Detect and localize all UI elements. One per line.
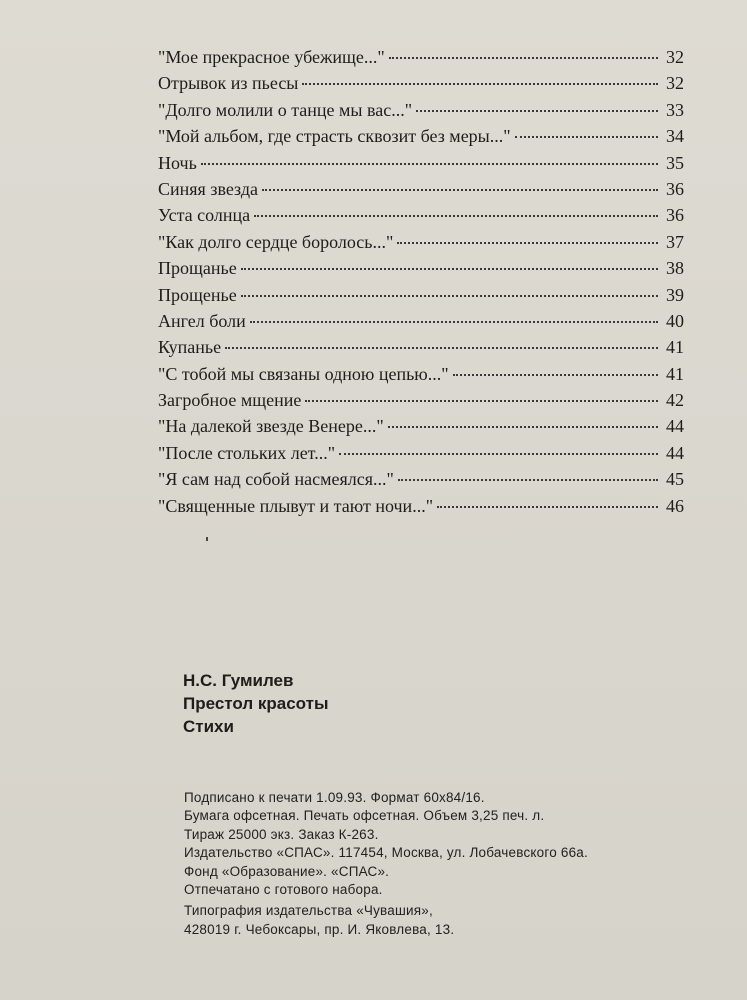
imprint-line: Тираж 25000 экз. Заказ К-263. [184,826,379,842]
toc-entry-title: Ангел боли [158,310,246,331]
dot-leader [305,400,658,402]
toc-entry-title: Уста солнца [158,205,251,226]
toc-entry-page-number: 36 [666,178,684,199]
toc-entry-page-number: 35 [666,152,684,173]
toc-entry-title: "На далекой звезде Венере..." [158,416,384,437]
book-genre: Стихи [183,717,234,736]
toc-entry [158,466,684,492]
toc-entry [158,413,684,439]
dot-leader [201,163,658,165]
toc-entry-page-number: 40 [666,310,684,331]
dot-leader [416,110,658,112]
toc-entry-page-number: 38 [666,258,684,279]
toc-entry [158,70,684,96]
toc-entry-title: "С тобой мы связаны одною цепью..." [158,363,449,384]
toc-entry-page-number: 46 [666,495,684,516]
imprint-line: Фонд «Образование». «СПАС». [184,863,390,879]
toc-entry-page-number: 39 [666,284,684,305]
imprint-line: Издательство «СПАС». 117454, Москва, ул. Лобачевского 66а. [184,845,588,861]
dot-leader [453,374,658,376]
toc-entry-page-number: 34 [666,126,684,147]
toc-entry-title: Прощанье [158,258,237,279]
imprint-line: Подписано к печати 1.09.93. Формат 60x84/16. [184,790,485,805]
toc-entry [158,44,684,70]
toc-entry-page-number: 32 [666,73,684,94]
dot-leader [241,268,658,270]
book-author: Н.С. Гумилев [183,671,294,690]
toc-entry [158,255,684,281]
dot-leader [262,189,658,191]
dot-leader [389,57,658,59]
toc-entry-title: Купанье [158,337,222,358]
imprint-line: Отпечатано с готового набора. [184,882,383,898]
toc-entry-page-number: 33 [666,99,684,120]
toc-entry-title: Загробное мщение [158,390,302,411]
dot-leader [302,83,658,85]
dot-leader [339,453,658,455]
toc-entry-page-number: 36 [666,205,684,226]
toc-entry-title: "Я сам над собой насмеялся..." [158,469,394,490]
toc-entry-title: "Мое прекрасное убежище..." [158,47,385,67]
toc-entry-page-number: 41 [666,337,684,358]
toc-entry [158,150,684,176]
toc-entry-title: "Как долго сердце боролось..." [158,231,394,252]
toc-entry-title: Синяя звезда [158,178,258,199]
dot-leader [225,347,658,349]
toc-entry [158,308,684,334]
toc-entry-page-number: 32 [666,47,684,67]
toc-entry [158,440,684,466]
dot-leader [241,295,658,297]
table-of-contents [158,44,684,519]
toc-entry [158,334,684,360]
print-speck [206,537,208,541]
toc-entry-page-number: 44 [666,442,684,463]
toc-entry [158,202,684,228]
dot-leader [398,479,658,481]
dot-leader [254,215,658,217]
toc-entry-title: "Священные плывут и тают ночи..." [158,495,434,516]
toc-entry-page-number: 45 [666,469,684,490]
toc-entry-title: Отрывок из пьесы [158,73,299,94]
toc-entry-page-number: 41 [666,363,684,384]
toc-entry [158,176,684,202]
toc-entry [158,361,684,387]
toc-entry [158,123,684,149]
toc-entry-title: "После стольких лет..." [158,442,336,463]
toc-entry [158,387,684,413]
toc-entry-page-number: 42 [666,390,684,411]
toc-entry-title: Прощенье [158,284,237,305]
dot-leader [250,321,658,323]
imprint-line: Типография издательства «Чувашия», [184,903,433,919]
dot-leader [437,506,658,508]
imprint-line: 428019 г. Чебоксары, пр. И. Яковлева, 13. [184,921,455,937]
toc-entry-title: "Долго молили о танце мы вас..." [158,99,413,120]
toc-entry-page-number: 37 [666,231,684,252]
dot-leader [397,242,658,244]
dot-leader [515,136,658,138]
imprint-line: Бумага офсетная. Печать офсетная. Объем 3,25 печ. л. [184,808,545,824]
toc-entry-title: Ночь [158,152,197,173]
toc-entry-page-number: 44 [666,416,684,437]
toc-entry [158,493,684,519]
dot-leader [388,426,658,428]
toc-entry [158,97,684,123]
book-title: Престол красоты [183,694,329,713]
toc-entry [158,229,684,255]
toc-entry [158,282,684,308]
toc-entry-title: "Мой альбом, где страсть сквозит без меры..." [158,126,511,147]
imprint-block [184,789,588,939]
book-info [183,669,328,738]
